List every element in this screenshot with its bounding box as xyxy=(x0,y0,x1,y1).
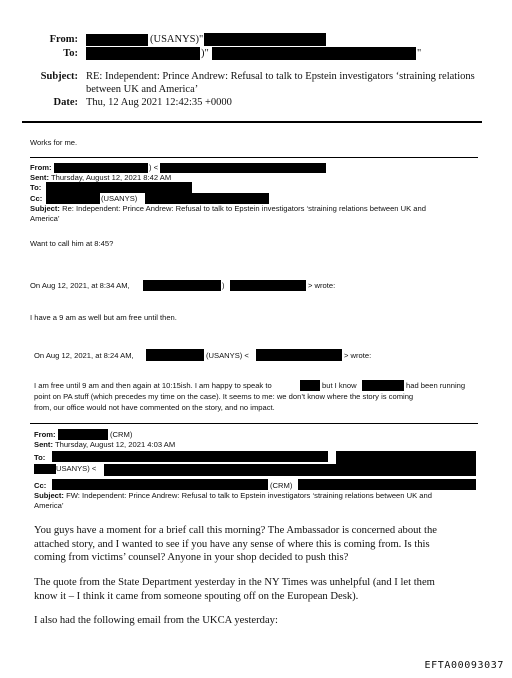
redaction xyxy=(52,479,268,490)
sent-label: Sent: xyxy=(34,440,53,449)
subject-line-1: RE: Independent: Prince Andrew: Refusal to talk to Epstein investigators ‘straining relations xyxy=(86,71,475,82)
subject-label: Subject: xyxy=(34,491,64,500)
to-line-2: USANYS) < xyxy=(56,464,97,473)
redaction xyxy=(58,429,108,440)
redaction xyxy=(204,33,326,46)
redaction xyxy=(230,280,306,291)
from-value: (USANYS)" xyxy=(150,34,204,45)
divider xyxy=(30,423,478,424)
to-separator: )" xyxy=(201,48,209,59)
quote-2-body-line-1 xyxy=(34,381,272,391)
paragraph-line: attached story, and I wanted to see if you have any sense of where this is coming from. Is this xyxy=(34,538,430,550)
sent-label: Sent: xyxy=(30,173,49,182)
quote-2-intro: On Aug 12, 2021, at 8:24 AM, xyxy=(34,351,134,360)
paragraph-line: coming from victims’ counsel? Anyone in your shop decided to push this? xyxy=(34,552,349,563)
to-label: To: xyxy=(30,183,42,192)
reply-text: Works for me. xyxy=(30,138,78,147)
quote-1-paren: ) xyxy=(222,281,225,290)
redaction xyxy=(212,47,416,60)
cc-label: Cc: xyxy=(30,194,43,203)
redaction xyxy=(362,380,404,391)
date-value: Thu, 12 Aug 2021 12:42:35 +0000 xyxy=(86,97,232,108)
redaction xyxy=(46,193,100,204)
quote-2-mid: (USANYS) < xyxy=(206,351,249,360)
redaction xyxy=(86,34,148,46)
redaction xyxy=(34,464,56,474)
quote-2-wrote: > wrote: xyxy=(344,351,372,360)
date-label: Date: xyxy=(53,97,78,108)
sent-line xyxy=(34,440,175,450)
to-label: To: xyxy=(34,453,46,462)
redaction xyxy=(336,451,476,464)
redaction xyxy=(146,349,204,361)
cc-value: (CRM) xyxy=(270,481,293,490)
from-separator: ) < xyxy=(149,163,159,172)
quote-1-wrote: > wrote: xyxy=(308,281,336,290)
paragraph-line: know it – I think it came from someone spouting off on the European Desk). xyxy=(34,590,359,602)
redaction xyxy=(86,47,200,60)
redaction xyxy=(104,464,476,476)
quote-2-body-line-3: from, our office would not have commented on the story, and no impact. xyxy=(34,403,275,412)
quote-2-body-segment: had been running xyxy=(406,381,466,390)
subject-line-2: America’ xyxy=(34,501,64,510)
subject-value: Re: Independent: Prince Andrew: Refusal to talk to Epstein investigators ‘straining relations between UK and xyxy=(62,204,426,213)
cc-value: (USANYS) xyxy=(101,194,138,203)
subject-line-1 xyxy=(34,491,432,501)
quote-2-body-segment: but I know xyxy=(322,381,357,390)
to-end: " xyxy=(417,48,422,59)
bates-number: EFTA00093037 xyxy=(424,660,504,671)
email-2-body: Want to call him at 8:45? xyxy=(30,239,114,248)
redaction xyxy=(256,349,342,361)
cc-label: Cc: xyxy=(34,481,47,490)
from-value: (CRM) xyxy=(110,430,133,439)
subject-value: FW: Independent: Prince Andrew: Refusal to talk to Epstein investigators ‘straining relations between UK and xyxy=(66,491,432,500)
redaction xyxy=(46,182,192,193)
from-label: From: xyxy=(30,163,52,172)
sent-value: Thursday, August 12, 2021 8:42 AM xyxy=(50,173,172,182)
quote-2-body-line-2: point on PA stuff (which precedes my time on the case). It seems to me: we don’t know where the story is coming xyxy=(34,392,414,401)
subject-line-1 xyxy=(30,204,426,214)
paragraph-line: You guys have a moment for a brief call this morning? The Ambassador is concerned about the xyxy=(34,525,437,536)
body-paragraph-3: I also had the following email from the UKCA yesterday: xyxy=(34,615,278,626)
subject-line-2: between UK and America’ xyxy=(86,84,199,95)
subject-label: Subject: xyxy=(30,204,60,213)
redaction xyxy=(298,479,476,490)
redaction xyxy=(300,380,320,391)
redaction xyxy=(160,163,326,173)
body-paragraph-2 xyxy=(34,576,435,603)
from-label: From: xyxy=(49,34,78,45)
divider xyxy=(30,157,478,158)
redaction xyxy=(52,451,328,462)
header-divider xyxy=(22,121,482,123)
redaction xyxy=(145,193,269,204)
paragraph-line: The quote from the State Department yesterday in the NY Times was unhelpful (and I let them xyxy=(34,577,435,588)
body-paragraph-1 xyxy=(34,524,437,565)
redaction xyxy=(143,280,221,291)
subject-line-2: America’ xyxy=(30,214,60,223)
from-label: From: xyxy=(34,430,56,439)
subject-label: Subject: xyxy=(40,71,78,82)
redaction xyxy=(54,163,148,173)
text-segment: I am free until 9 am and then again at 10:15ish. I am happy to speak to xyxy=(34,381,272,390)
sent-value: Thursday, August 12, 2021 4:03 AM xyxy=(54,440,176,449)
quote-1-body: I have a 9 am as well but am free until then. xyxy=(30,313,177,322)
to-label: To: xyxy=(63,48,78,59)
quote-1-intro: On Aug 12, 2021, at 8:34 AM, xyxy=(30,281,130,290)
